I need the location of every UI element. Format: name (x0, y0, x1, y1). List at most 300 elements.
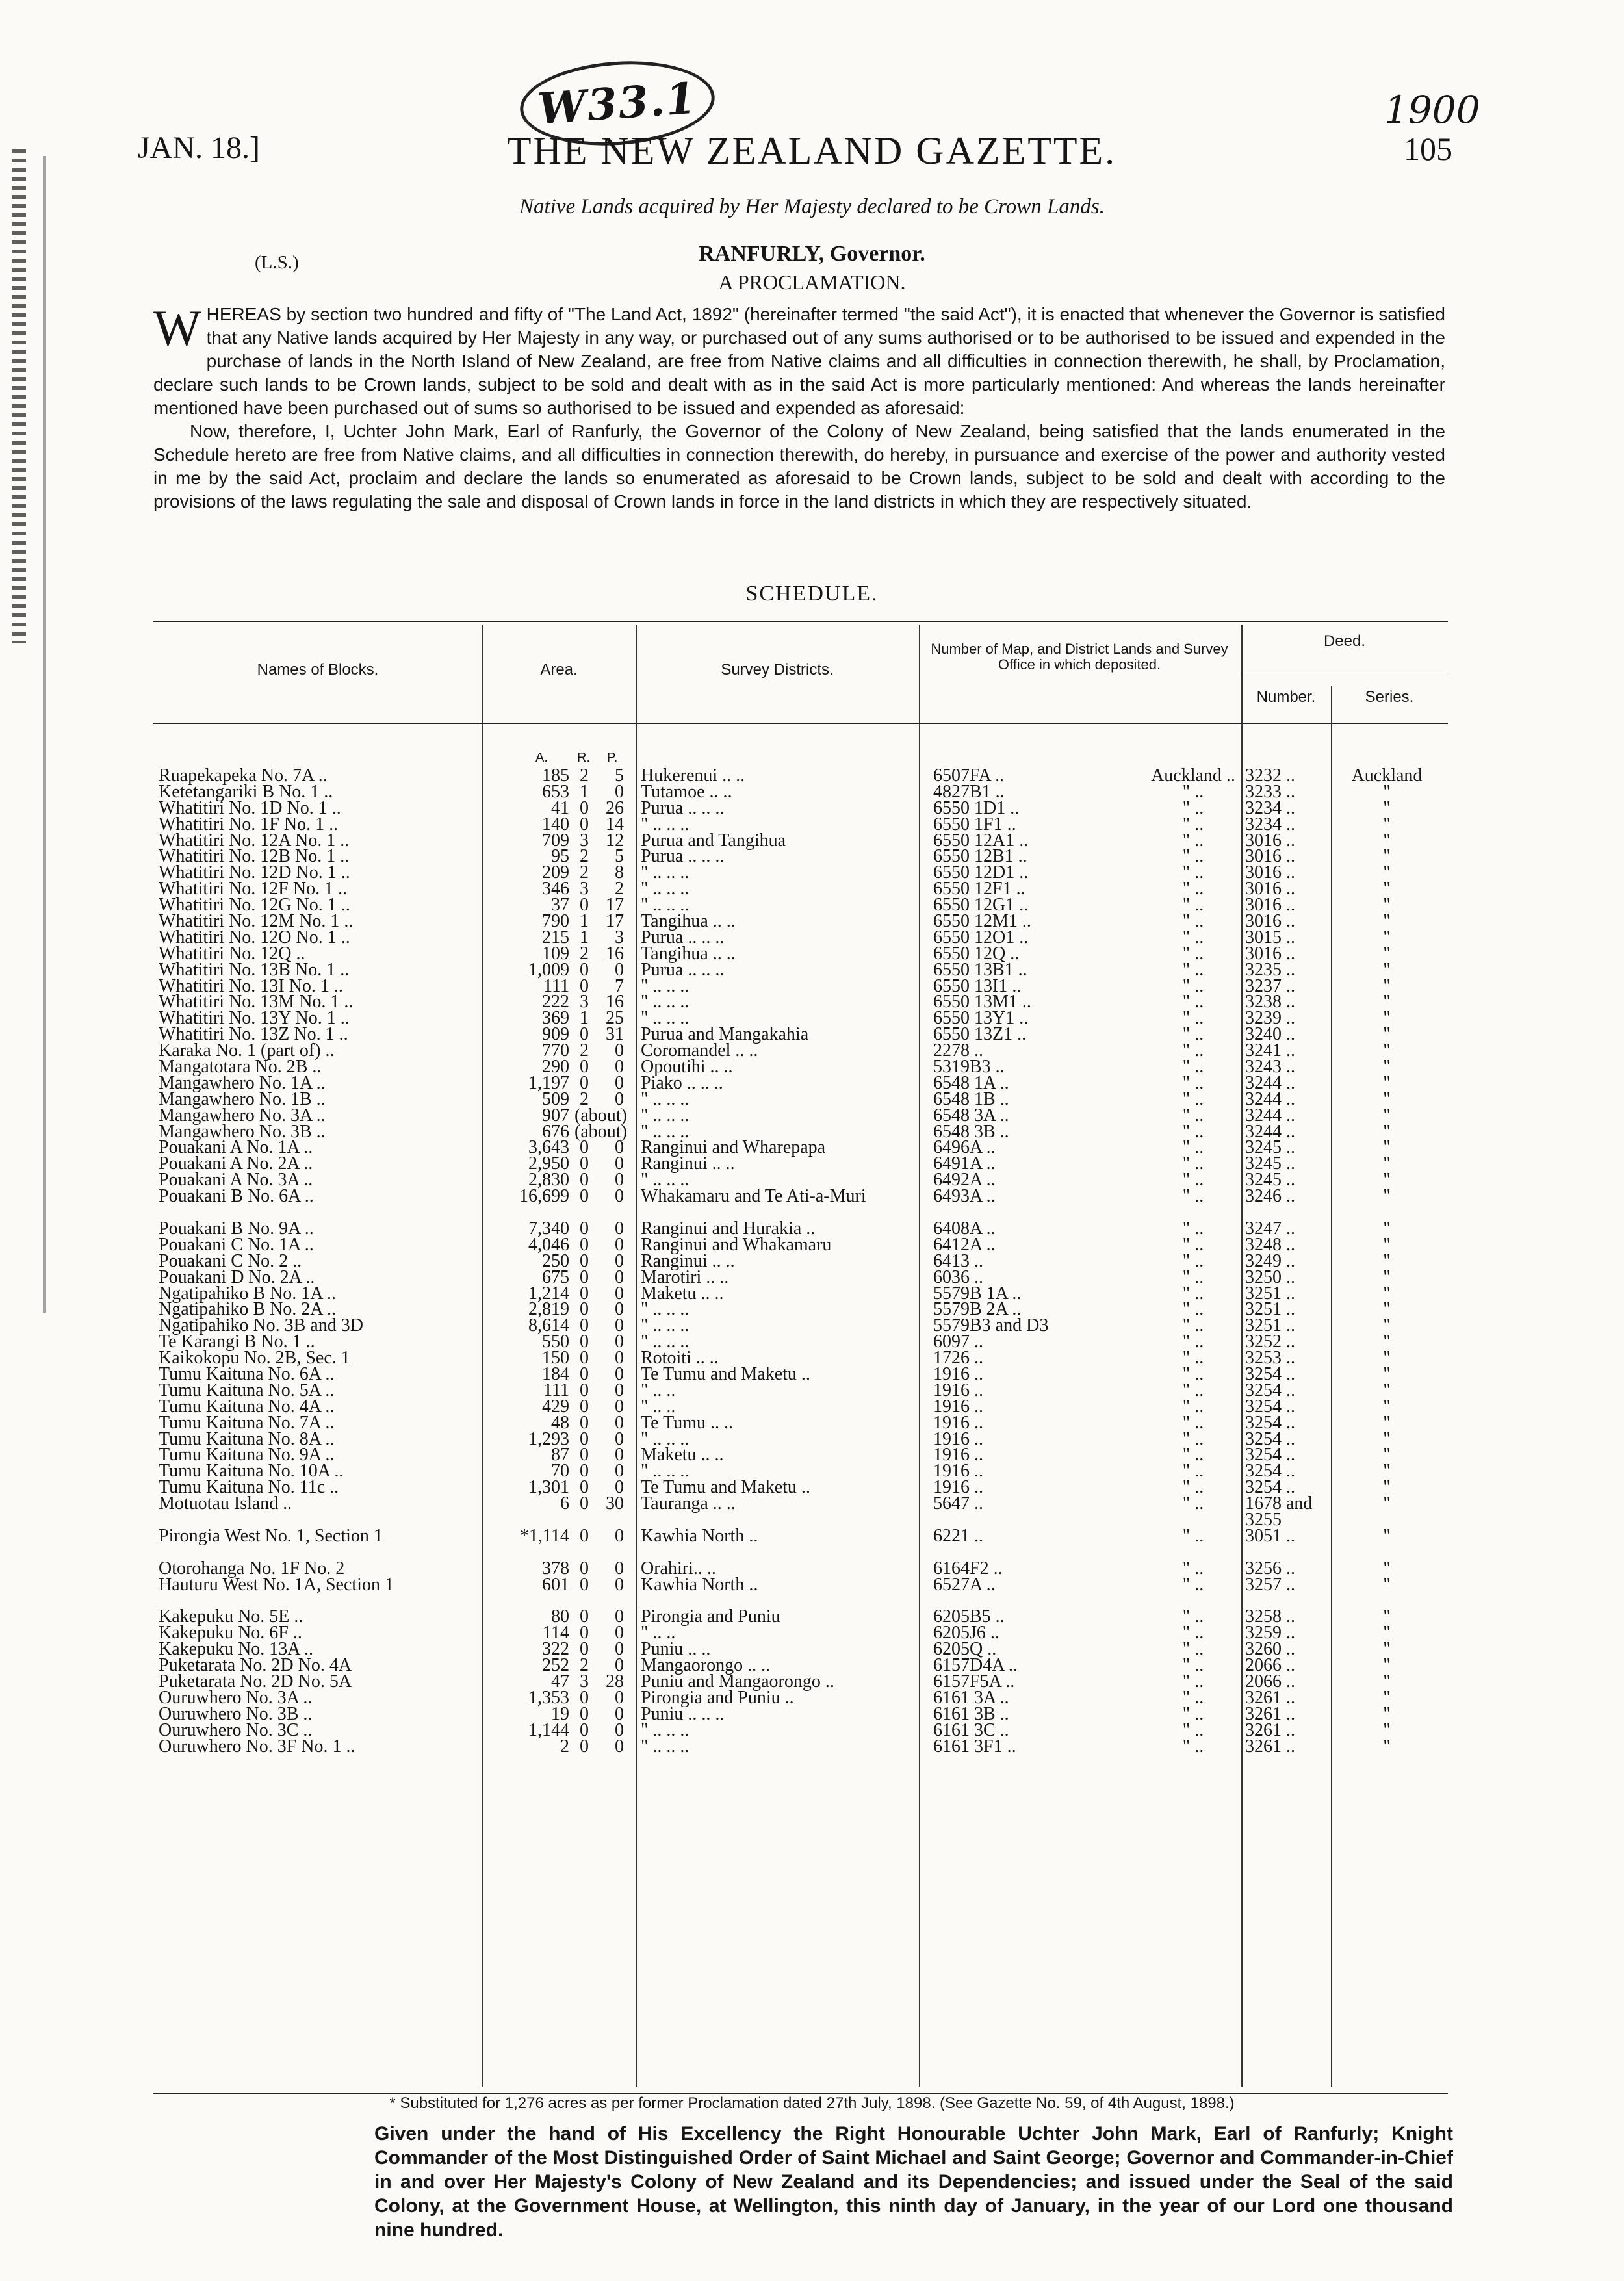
area-roods: 0 (580, 1687, 589, 1708)
deed-series: " (1383, 879, 1391, 899)
deed-number: 3251 .. (1245, 1283, 1295, 1304)
header-area: Area. (540, 661, 578, 678)
survey-district: Kawhia North .. (641, 1525, 758, 1546)
given-under-hand: Given under the hand of His Excellency the Right Honourable Uchter John Mark, Earl of Ranfurly; Knight Commander of the Most Distinguished Order of Saint Michael and Saint George; Governor and Commander-in-Chief in and over Her Majesty's Colony of New Zealand and its Dependencies; and issued under the Seal of the said Colony, at the Government House, at Wellington, this ninth day of January, in the year of our Lord one thousand nine hundred. (374, 2123, 1453, 2241)
deed-number: 3252 .. (1245, 1332, 1295, 1352)
deed-series: " (1383, 830, 1391, 851)
stamp-text: W33.1 (536, 72, 699, 135)
survey-office: " .. (1182, 1040, 1204, 1061)
deed-series: " (1383, 1332, 1391, 1352)
survey-district: Kawhia North .. (641, 1574, 758, 1595)
area-acres: 675 (542, 1267, 569, 1287)
survey-office: " .. (1182, 1623, 1204, 1643)
area-perches: 0 (615, 1153, 624, 1174)
area-perches: 5 (615, 766, 624, 786)
area-roods: 0 (580, 959, 589, 980)
survey-district: Tangihua .. .. (641, 911, 736, 932)
deed-series: " (1383, 1299, 1391, 1320)
survey-office: " .. (1182, 1477, 1204, 1498)
survey-office: " .. (1182, 1024, 1204, 1045)
area-roods: 0 (580, 1363, 589, 1384)
map-number: 6036 .. (933, 1267, 983, 1287)
area-roods: 0 (580, 1493, 589, 1514)
deed-series: " (1383, 1040, 1391, 1061)
survey-district: " .. .. .. (641, 879, 690, 899)
governor-line: RANFURLY, Governor. (699, 242, 925, 266)
block-name: Pirongia West No. 1, Section 1 (159, 1525, 383, 1546)
area-acres: 140 (542, 814, 569, 834)
deed-number: 3258 .. (1245, 1606, 1295, 1627)
map-number: 6205B5 .. (933, 1606, 1005, 1627)
survey-district: Ranginui and Hurakia .. (641, 1218, 816, 1239)
deed-number: 3254 .. (1245, 1461, 1295, 1482)
deed-number: 2066 .. (1245, 1671, 1295, 1692)
survey-office: " .. (1182, 862, 1204, 883)
area-perches: 0 (615, 1380, 624, 1400)
map-number: 6157D4A .. (933, 1655, 1018, 1676)
deed-number: 3261 .. (1245, 1736, 1295, 1757)
area-perches: 2 (615, 879, 624, 899)
area-roods: 2 (580, 766, 589, 786)
survey-district: Ranginui .. .. (641, 1250, 735, 1271)
area-perches: 0 (615, 1234, 624, 1255)
deed-series: " (1383, 975, 1391, 996)
survey-office: " .. (1182, 1332, 1204, 1352)
block-name: Tumu Kaituna No. 6A .. (159, 1363, 335, 1384)
block-name: Pouakani B No. 9A .. (159, 1218, 314, 1239)
area-perches: 0 (615, 781, 624, 802)
block-name: Hauturu West No. 1A, Section 1 (159, 1574, 394, 1595)
table-top-rule (153, 621, 1448, 622)
map-number: 6550 12G1 .. (933, 895, 1029, 916)
area-perches: 25 (606, 1008, 624, 1029)
block-name: Kaikokopu No. 2B, Sec. 1 (159, 1348, 350, 1369)
area-acres: 47 (551, 1671, 569, 1692)
block-name: Tumu Kaituna No. 7A .. (159, 1412, 335, 1433)
area-perches: 0 (615, 1558, 624, 1579)
block-name: Te Karangi B No. 1 .. (159, 1332, 315, 1352)
area-acres: 790 (542, 911, 569, 932)
deed-series: " (1383, 1363, 1391, 1384)
survey-office: " .. (1182, 1250, 1204, 1271)
survey-office: " .. (1182, 1606, 1204, 1627)
area-acres: 653 (542, 781, 569, 802)
map-number: 1916 .. (933, 1461, 983, 1482)
survey-district: Tauranga .. .. (641, 1493, 736, 1514)
area-roods: 0 (580, 1234, 589, 1255)
header-rule (153, 723, 1448, 724)
deed-series: " (1383, 1348, 1391, 1369)
map-number: 2278 .. (933, 1040, 983, 1061)
area-acres: 252 (542, 1655, 569, 1676)
survey-district: " .. .. (641, 1396, 676, 1417)
survey-office: " .. (1182, 1218, 1204, 1239)
survey-district: Orahiri.. .. (641, 1558, 716, 1579)
deed-number: 3248 .. (1245, 1234, 1295, 1255)
block-name: Mangawhero No. 3A .. (159, 1105, 326, 1126)
block-name: Mangatotara No. 2B .. (159, 1057, 322, 1077)
area-acres: 70 (551, 1461, 569, 1482)
area-acres: 2,819 (528, 1299, 569, 1320)
block-name: Whatitiri No. 13B No. 1 .. (159, 959, 350, 980)
survey-district: Te Tumu and Maketu .. (641, 1477, 810, 1498)
survey-office: " .. (1182, 1137, 1204, 1158)
block-name: Ouruwhero No. 3F No. 1 .. (159, 1736, 355, 1757)
area-perches: 0 (615, 1687, 624, 1708)
survey-office: " .. (1182, 1412, 1204, 1433)
survey-office: " .. (1182, 797, 1204, 818)
survey-office: " .. (1182, 1525, 1204, 1546)
block-name: Pouakani C No. 2 .. (159, 1250, 302, 1271)
deed-number: 3254 .. (1245, 1445, 1295, 1465)
survey-office: " .. (1182, 895, 1204, 916)
area-perches: 0 (615, 1332, 624, 1352)
schedule-title: SCHEDULE. (745, 582, 879, 606)
area-acres: 770 (542, 1040, 569, 1061)
area-perches: 0 (615, 1428, 624, 1449)
area-perches: 0 (615, 1072, 624, 1093)
deed-series: " (1383, 1315, 1391, 1336)
survey-district: " .. .. (641, 1623, 676, 1643)
deed-number: 3234 .. (1245, 814, 1295, 834)
deed-number: 3260 .. (1245, 1639, 1295, 1660)
deed-number: 3254 .. (1245, 1412, 1295, 1433)
deed-series: " (1383, 1639, 1391, 1660)
area-roods: 0 (580, 1445, 589, 1465)
survey-office: " .. (1182, 1639, 1204, 1660)
deed-number: 3238 .. (1245, 992, 1295, 1012)
deed-series: " (1383, 1170, 1391, 1191)
survey-office: " .. (1182, 1445, 1204, 1465)
area-perches: 0 (615, 1396, 624, 1417)
block-name: Motuotau Island .. (159, 1493, 292, 1514)
block-name: Whatitiri No. 12A No. 1 .. (159, 830, 350, 851)
area-perches: 28 (606, 1671, 624, 1692)
area-roods: 0 (580, 1137, 589, 1158)
block-name: Tumu Kaituna No. 5A .. (159, 1380, 335, 1400)
area-acres: 1,009 (528, 959, 569, 980)
survey-district: Te Tumu and Maketu .. (641, 1363, 810, 1384)
area-perches: 0 (615, 1170, 624, 1191)
deed-number: 3016 .. (1245, 846, 1295, 867)
area-acres: 8,614 (528, 1315, 569, 1336)
map-number: 6527A .. (933, 1574, 996, 1595)
survey-office: " .. (1182, 1428, 1204, 1449)
area-perches: 0 (615, 1057, 624, 1077)
header-deed-number: Number. (1256, 688, 1316, 706)
area-roods: 0 (580, 1428, 589, 1449)
deed-series: " (1383, 846, 1391, 867)
area-acres: 378 (542, 1558, 569, 1579)
area-acres: 87 (551, 1445, 569, 1465)
area-perches: 14 (606, 814, 624, 834)
deed-number: 3016 .. (1245, 879, 1295, 899)
deed-series: " (1383, 1655, 1391, 1676)
area-acres: 209 (542, 862, 569, 883)
map-number: 1916 .. (933, 1396, 983, 1417)
survey-district: Purua and Tangihua (641, 830, 786, 851)
map-number: 6548 1B .. (933, 1089, 1009, 1109)
deed-number: 3239 .. (1245, 1008, 1295, 1029)
deed-number: 3251 .. (1245, 1299, 1295, 1320)
deed-series: " (1383, 1574, 1391, 1595)
area-perches: 5 (615, 846, 624, 867)
survey-district: " .. .. .. (641, 1170, 690, 1191)
block-name: Ngatipahiko B No. 1A .. (159, 1283, 336, 1304)
area-acres: 41 (551, 797, 569, 818)
deed-series: " (1383, 1380, 1391, 1400)
deed-series: " (1383, 1234, 1391, 1255)
deed-series: " (1383, 1445, 1391, 1465)
block-name: Pouakani D No. 2A .. (159, 1267, 315, 1287)
deed-series: " (1383, 1186, 1391, 1207)
block-name: Karaka No. 1 (part of) .. (159, 1040, 335, 1061)
area-perches: 0 (615, 1283, 624, 1304)
deed-series: " (1383, 1720, 1391, 1740)
area-perches: 0 (615, 1040, 624, 1061)
survey-district: Maketu .. .. (641, 1445, 724, 1465)
deed-number: 3256 .. (1245, 1558, 1295, 1579)
survey-district: " .. .. .. (641, 975, 690, 996)
survey-district: Pirongia and Puniu .. (641, 1687, 794, 1708)
area-acres: 909 (542, 1024, 569, 1045)
table-row (153, 1736, 1448, 1757)
map-number: 6491A .. (933, 1153, 996, 1174)
map-number: 6161 3F1 .. (933, 1736, 1016, 1757)
area-roods: 1 (580, 911, 589, 932)
survey-district: " .. .. .. (641, 1736, 690, 1757)
area-acres: 111 (543, 1380, 569, 1400)
deed-series: " (1383, 1671, 1391, 1692)
area-perches: 7 (615, 975, 624, 996)
area-roods: 0 (580, 1332, 589, 1352)
survey-district: " .. .. .. (641, 895, 690, 916)
deed-number: 3254 .. (1245, 1380, 1295, 1400)
survey-office: " .. (1182, 1687, 1204, 1708)
survey-district: Puniu and Mangaorongo .. (641, 1671, 834, 1692)
block-name: Tumu Kaituna No. 8A .. (159, 1428, 335, 1449)
map-number: 6550 13Y1 .. (933, 1008, 1029, 1029)
area-roods: 0 (580, 895, 589, 916)
header-deed: Deed. (1323, 632, 1366, 650)
block-name: Whatitiri No. 12Q .. (159, 943, 305, 964)
area-roods: 0 (580, 1380, 589, 1400)
block-name: Puketarata No. 2D No. 4A (159, 1655, 352, 1676)
deed-series: " (1383, 1105, 1391, 1126)
area-acres: 290 (542, 1057, 569, 1077)
area-acres: 222 (542, 992, 569, 1012)
map-number: 5579B 1A .. (933, 1283, 1022, 1304)
survey-district: Ranginui .. .. (641, 1153, 735, 1174)
area-roods: 0 (580, 1606, 589, 1627)
survey-office: " .. (1182, 1299, 1204, 1320)
survey-office: " .. (1182, 830, 1204, 851)
survey-office: " .. (1182, 1186, 1204, 1207)
area-acres: 509 (542, 1089, 569, 1109)
area-acres: 95 (551, 846, 569, 867)
map-number: 6492A .. (933, 1170, 996, 1191)
area-acres: 114 (543, 1623, 569, 1643)
deed-number: 3244 .. (1245, 1072, 1295, 1093)
survey-office: " .. (1182, 814, 1204, 834)
deed-number: 3261 .. (1245, 1703, 1295, 1724)
binding-edge (12, 149, 26, 643)
area-roods: 3 (580, 879, 589, 899)
map-number: 6548 3B .. (933, 1121, 1009, 1142)
area-roods: 2 (580, 846, 589, 867)
deed-number: 3016 .. (1245, 895, 1295, 916)
header-names: Names of Blocks. (257, 661, 379, 678)
area-roods: 0 (580, 1348, 589, 1369)
deed-series: " (1383, 1493, 1391, 1514)
area-roods: 0 (580, 1703, 589, 1724)
survey-office: " .. (1182, 1493, 1204, 1514)
area-roods: 3 (580, 1671, 589, 1692)
block-name: Whatitiri No. 12F No. 1 .. (159, 879, 348, 899)
deed-number: 3254 .. (1245, 1363, 1295, 1384)
survey-district: " .. .. .. (641, 1089, 690, 1109)
area-roods: 0 (580, 1558, 589, 1579)
area-acres: 48 (551, 1412, 569, 1433)
area-roods: 0 (580, 814, 589, 834)
map-number: 1916 .. (933, 1363, 983, 1384)
survey-district: Puniu .. .. (641, 1639, 711, 1660)
map-number: 5579B 2A .. (933, 1299, 1022, 1320)
map-number: 6550 12B1 .. (933, 846, 1027, 867)
survey-office: " .. (1182, 781, 1204, 802)
area-acres: 16,699 (519, 1186, 569, 1207)
table-row (153, 1186, 1448, 1221)
area-perches: 0 (615, 1137, 624, 1158)
survey-office: " .. (1182, 1671, 1204, 1692)
survey-office: " .. (1182, 1121, 1204, 1142)
block-name: Ouruwhero No. 3C .. (159, 1720, 313, 1740)
area-acres: 150 (542, 1348, 569, 1369)
area-roods: 0 (580, 1218, 589, 1239)
map-number: 6548 1A .. (933, 1072, 1009, 1093)
survey-office: " .. (1182, 1380, 1204, 1400)
map-number: 6164F2 .. (933, 1558, 1003, 1579)
area-roods: (about) (574, 1121, 627, 1142)
map-number: 5647 .. (933, 1493, 983, 1514)
block-name: Whatitiri No. 1F No. 1 .. (159, 814, 339, 834)
deed-series: " (1383, 927, 1391, 947)
map-number: 1916 .. (933, 1412, 983, 1433)
map-number: 6412A .. (933, 1234, 996, 1255)
map-number: 6550 13Z1 .. (933, 1024, 1027, 1045)
page-title: THE NEW ZEALAND GAZETTE. (507, 129, 1117, 172)
deed-series: " (1383, 1218, 1391, 1239)
map-number: 6550 13B1 .. (933, 959, 1027, 980)
area-roods: (about) (574, 1105, 627, 1126)
area-acres: 250 (542, 1250, 569, 1271)
survey-district: " .. .. .. (641, 1315, 690, 1336)
survey-office: " .. (1182, 1396, 1204, 1417)
map-number: 6496A .. (933, 1137, 996, 1158)
notice-subtitle: Native Lands acquired by Her Majesty declared to be Crown Lands. (519, 195, 1105, 218)
area-acres: 37 (551, 895, 569, 916)
map-number: 6548 3A .. (933, 1105, 1009, 1126)
deed-number: 3235 .. (1245, 959, 1295, 980)
deed-series: " (1383, 1412, 1391, 1433)
deed-number: 3232 .. (1245, 766, 1295, 786)
area-acres: 3,643 (528, 1137, 569, 1158)
area-perches: 12 (606, 830, 624, 851)
area-roods: 0 (580, 1736, 589, 1757)
block-name: Whatitiri No. 12B No. 1 .. (159, 846, 350, 867)
survey-office: " .. (1182, 1461, 1204, 1482)
area-perches: 0 (615, 1703, 624, 1724)
area-perches: 0 (615, 1525, 624, 1546)
area-perches: 17 (606, 895, 624, 916)
area-acres: 1,353 (528, 1687, 569, 1708)
area-acres: 1,293 (528, 1428, 569, 1449)
area-roods: 2 (580, 1089, 589, 1109)
deed-series: " (1383, 814, 1391, 834)
area-perches: 0 (615, 1445, 624, 1465)
map-number: 6205Q .. (933, 1639, 997, 1660)
deed-number: 3241 .. (1245, 1040, 1295, 1061)
survey-office: " .. (1182, 1170, 1204, 1191)
block-name: Whatitiri No. 13Y No. 1 .. (159, 1008, 350, 1029)
area-perches: 16 (606, 992, 624, 1012)
block-name: Kakepuku No. 5E .. (159, 1606, 303, 1627)
area-perches: 30 (606, 1493, 624, 1514)
area-acres: 2 (560, 1736, 569, 1757)
area-acres: 346 (542, 879, 569, 899)
area-perches: 0 (615, 1461, 624, 1482)
deed-series: " (1383, 1250, 1391, 1271)
unit-acres: A. (535, 751, 548, 765)
deed-series: " (1383, 1606, 1391, 1627)
area-roods: 0 (580, 1720, 589, 1740)
deed-number: 3250 .. (1245, 1267, 1295, 1287)
area-perches: 26 (606, 797, 624, 818)
survey-district: " .. .. .. (641, 1008, 690, 1029)
deed-series: " (1383, 797, 1391, 818)
header-map: Number of Map, and District Lands and Survey Office in which deposited. (931, 641, 1228, 673)
map-number: 1916 .. (933, 1445, 983, 1465)
table-row (153, 1525, 1448, 1561)
area-roods: 0 (580, 1267, 589, 1287)
block-name: Whatitiri No. 13M No. 1 .. (159, 992, 354, 1012)
survey-district: Mangaorongo .. .. (641, 1655, 771, 1676)
block-name: Pouakani A No. 2A .. (159, 1153, 313, 1174)
whereas-paragraph: WHEREAS by section two hundred and fifty of "The Land Act, 1892" (hereinafter termed "the said Act"), it is enacted that whenever the Governor is satisfied that any Native lands acquired by Her Majesty in any way, or purchased out of any sums authorised or to be authorised to be issued and expended in the purchase of lands in the North Island of New Zealand, are free from Native claims and all difficulties in connection therewith, he shall, by Proclamation, declare such lands to be Crown lands, subject to be sold and dealt with as in the said Act is more particularly mentioned: And whereas the lands hereinafter mentioned have been purchased out of sums so authorised to be issued and expended as aforesaid: (153, 300, 1445, 418)
area-roods: 1 (580, 1008, 589, 1029)
header-deed-series: Series. (1365, 688, 1414, 706)
area-roods: 0 (580, 1639, 589, 1660)
area-perches: 0 (615, 1574, 624, 1595)
deed-number: 3247 .. (1245, 1218, 1295, 1239)
map-number: 6408A .. (933, 1218, 996, 1239)
area-roods: 0 (580, 1315, 589, 1336)
survey-office: " .. (1182, 975, 1204, 996)
area-roods: 0 (580, 1024, 589, 1045)
area-perches: 0 (615, 1089, 624, 1109)
survey-office: " .. (1182, 1574, 1204, 1595)
survey-district: Maketu .. .. (641, 1283, 724, 1304)
area-roods: 0 (580, 1525, 589, 1546)
area-acres: 1,301 (528, 1477, 569, 1498)
deed-series: " (1383, 1057, 1391, 1077)
area-perches: 16 (606, 943, 624, 964)
survey-office: " .. (1182, 943, 1204, 964)
block-name: Pouakani B No. 6A .. (159, 1186, 314, 1207)
unit-perches: P. (607, 751, 618, 765)
area-roods: 0 (580, 1477, 589, 1498)
deed-number: 3261 .. (1245, 1720, 1295, 1740)
